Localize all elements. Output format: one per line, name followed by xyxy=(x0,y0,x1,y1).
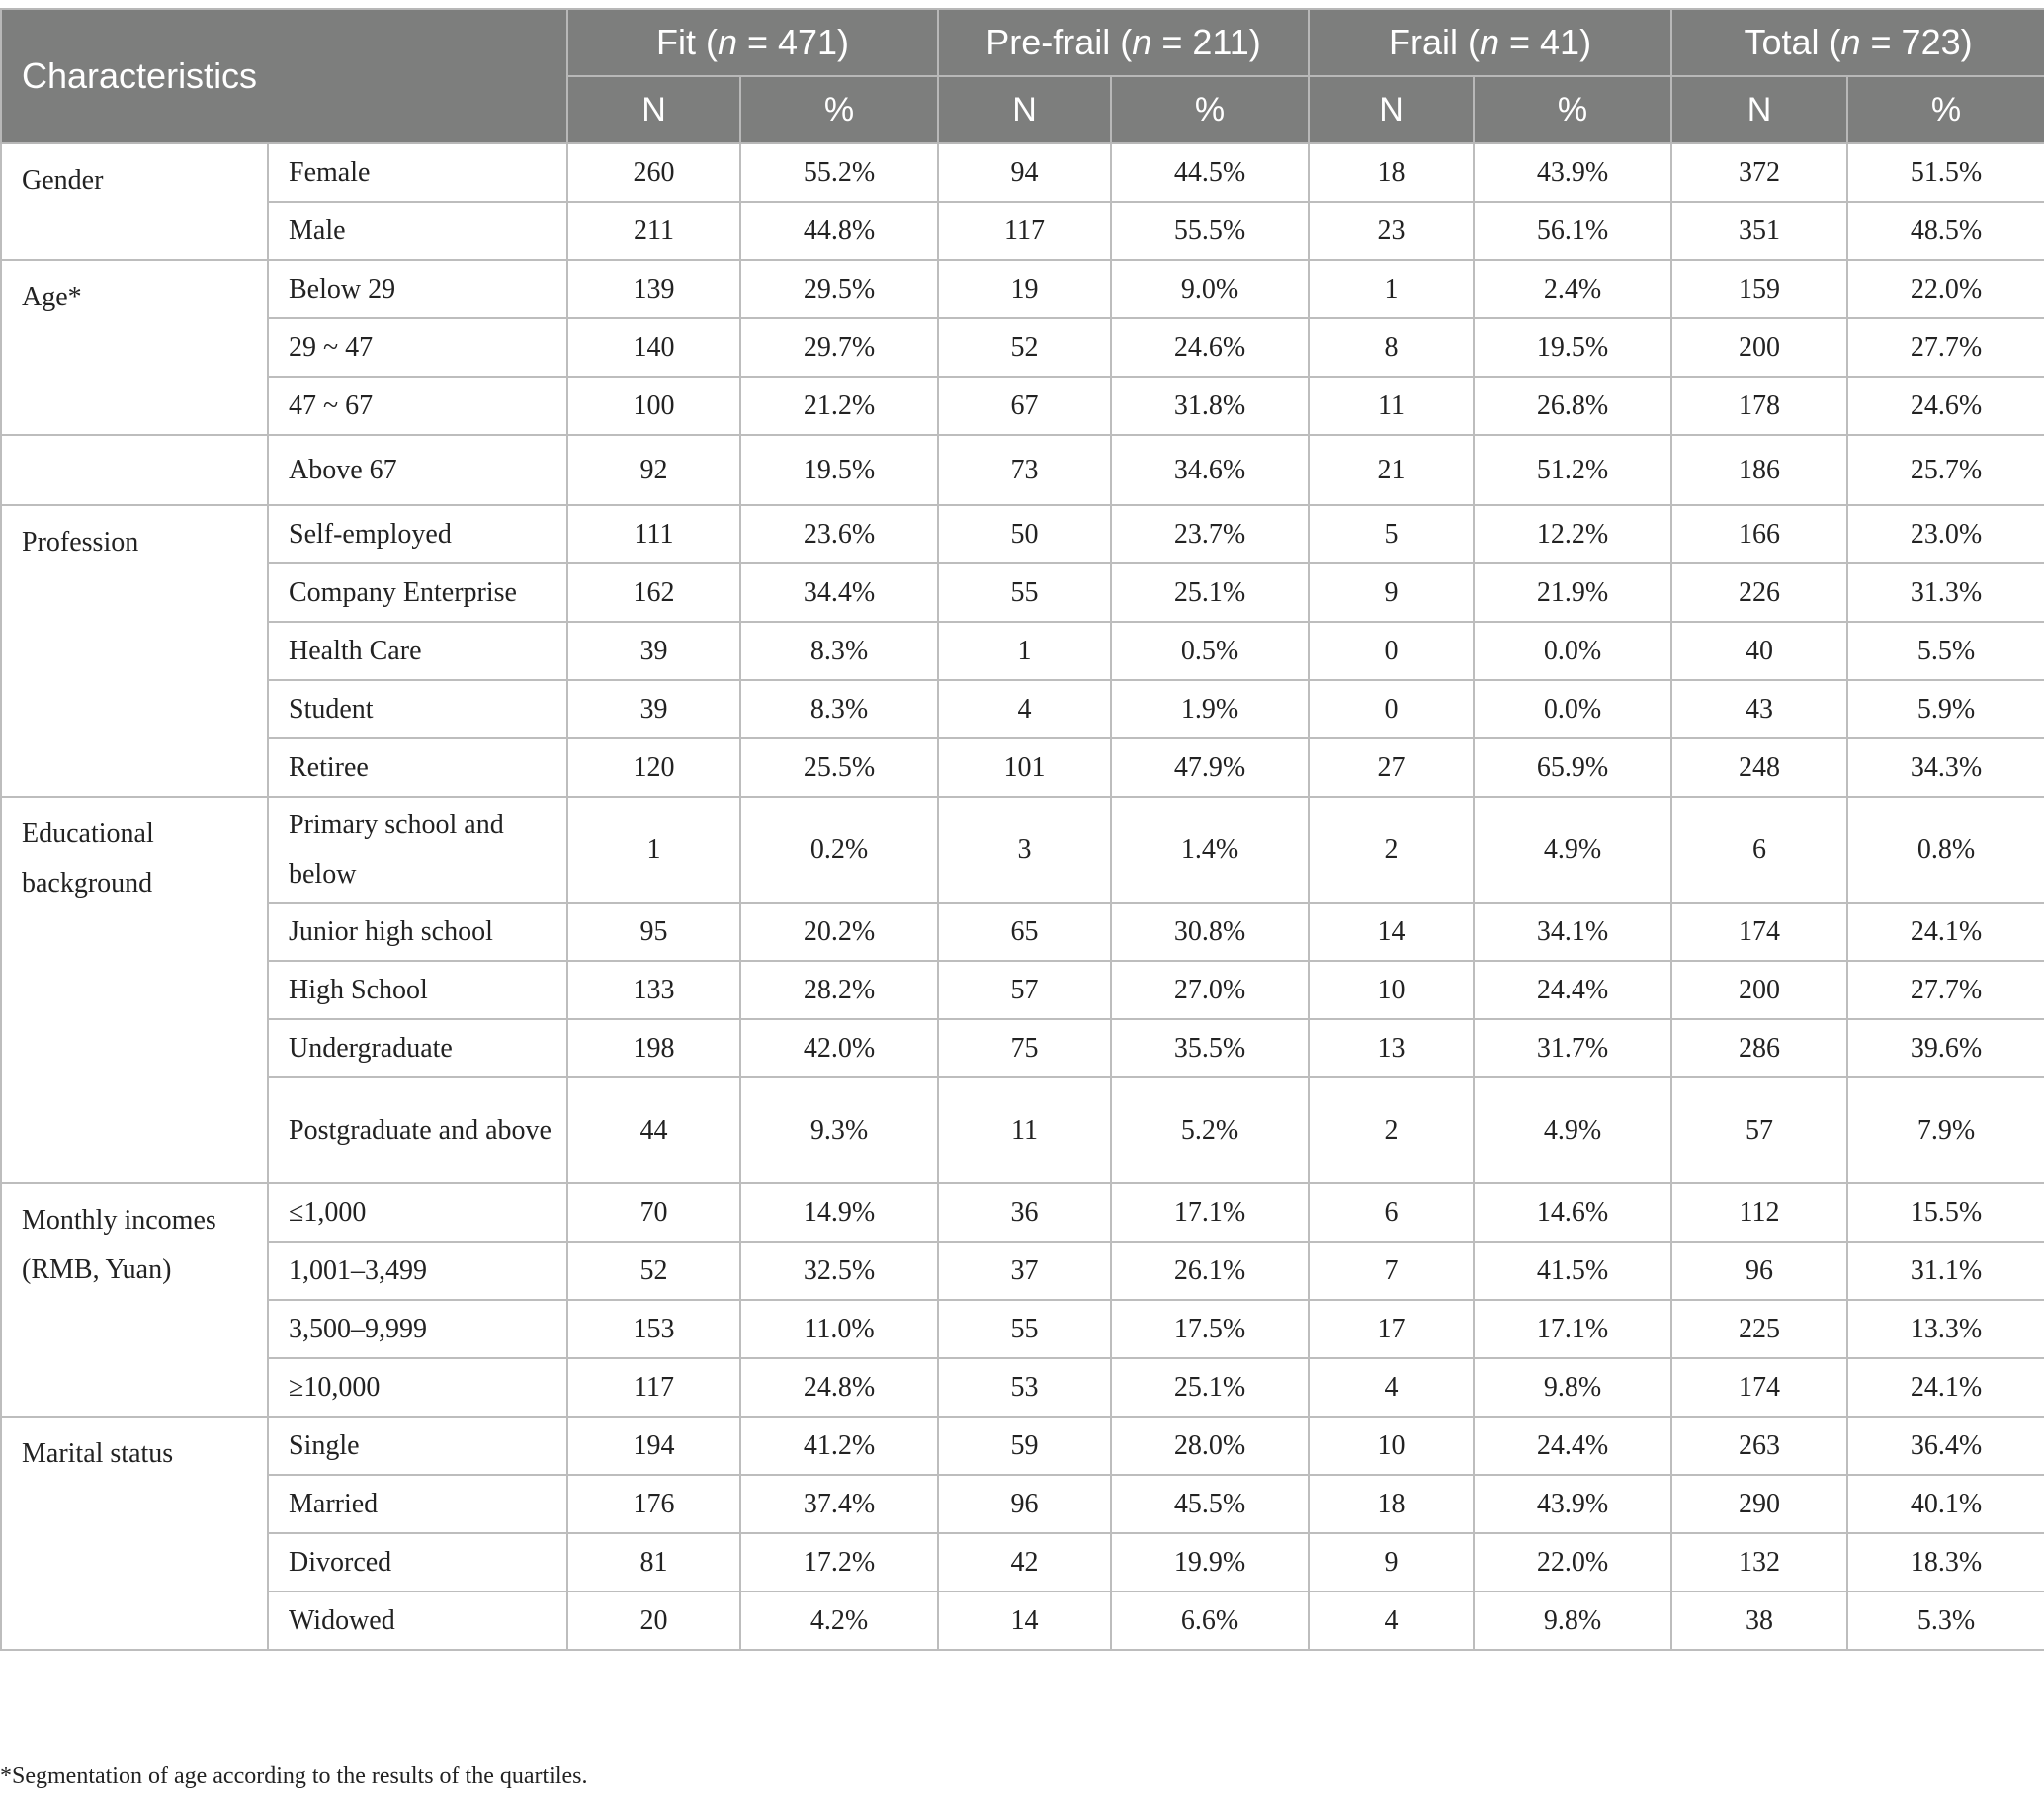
percent-cell: 28.0% xyxy=(1111,1417,1309,1475)
percent-cell: 12.2% xyxy=(1474,505,1671,563)
percent-cell: 9.3% xyxy=(740,1077,938,1183)
percent-cell: 28.2% xyxy=(740,961,938,1019)
subcategory-cell: 3,500–9,999 xyxy=(268,1300,567,1358)
percent-cell: 40.1% xyxy=(1847,1475,2044,1533)
count-cell: 65 xyxy=(938,903,1111,961)
count-cell: 4 xyxy=(1309,1358,1474,1417)
subheader-percent: % xyxy=(740,76,938,143)
count-cell: 52 xyxy=(567,1242,740,1300)
subcategory-cell: Single xyxy=(268,1417,567,1475)
percent-cell: 25.1% xyxy=(1111,1358,1309,1417)
table-row xyxy=(1,377,2044,435)
percent-cell: 8.3% xyxy=(740,622,938,680)
table-row xyxy=(1,680,2044,738)
table-row xyxy=(1,738,2044,797)
percent-cell: 31.8% xyxy=(1111,377,1309,435)
percent-cell: 39.6% xyxy=(1847,1019,2044,1077)
count-cell: 159 xyxy=(1671,260,1847,318)
percent-cell: 24.4% xyxy=(1474,1417,1671,1475)
percent-cell: 9.8% xyxy=(1474,1592,1671,1650)
percent-cell: 26.8% xyxy=(1474,377,1671,435)
percent-cell: 8.3% xyxy=(740,680,938,738)
n-symbol: n xyxy=(1840,22,1861,62)
count-cell: 174 xyxy=(1671,1358,1847,1417)
subheader-n: N xyxy=(1671,76,1847,143)
count-cell: 263 xyxy=(1671,1417,1847,1475)
percent-cell: 55.2% xyxy=(740,143,938,202)
percent-cell: 4.9% xyxy=(1474,1077,1671,1183)
count-cell: 70 xyxy=(567,1183,740,1242)
count-cell: 200 xyxy=(1671,961,1847,1019)
percent-cell: 20.2% xyxy=(740,903,938,961)
count-cell: 3 xyxy=(938,797,1111,903)
percent-cell: 0.8% xyxy=(1847,797,2044,903)
count-cell: 50 xyxy=(938,505,1111,563)
count-cell: 53 xyxy=(938,1358,1111,1417)
percent-cell: 25.5% xyxy=(740,738,938,797)
subcategory-cell: Student xyxy=(268,680,567,738)
table-row xyxy=(1,797,2044,903)
header-row-groups xyxy=(1,9,2044,76)
subcategory-cell: Undergraduate xyxy=(268,1019,567,1077)
percent-cell: 51.5% xyxy=(1847,143,2044,202)
subcategory-cell: Female xyxy=(268,143,567,202)
group-label: Total ( xyxy=(1744,22,1841,62)
percent-cell: 26.1% xyxy=(1111,1242,1309,1300)
count-cell: 226 xyxy=(1671,563,1847,622)
percent-cell: 17.1% xyxy=(1474,1300,1671,1358)
count-cell: 5 xyxy=(1309,505,1474,563)
percent-cell: 24.6% xyxy=(1847,377,2044,435)
group-header-total xyxy=(1671,9,2044,76)
category-cell xyxy=(1,435,268,505)
n-symbol: n xyxy=(1132,22,1152,62)
percent-cell: 0.5% xyxy=(1111,622,1309,680)
table-row xyxy=(1,961,2044,1019)
percent-cell: 27.7% xyxy=(1847,318,2044,377)
table-row xyxy=(1,1358,2044,1417)
table-row xyxy=(1,1300,2044,1358)
percent-cell: 35.5% xyxy=(1111,1019,1309,1077)
count-cell: 153 xyxy=(567,1300,740,1358)
subcategory-cell: Below 29 xyxy=(268,260,567,318)
count-cell: 18 xyxy=(1309,1475,1474,1533)
percent-cell: 4.2% xyxy=(740,1592,938,1650)
category-cell: Age* xyxy=(1,260,268,435)
count-cell: 117 xyxy=(567,1358,740,1417)
subcategory-cell: Divorced xyxy=(268,1533,567,1592)
subheader-percent: % xyxy=(1111,76,1309,143)
percent-cell: 6.6% xyxy=(1111,1592,1309,1650)
subcategory-cell: High School xyxy=(268,961,567,1019)
count-cell: 57 xyxy=(1671,1077,1847,1183)
subcategory-cell: Health Care xyxy=(268,622,567,680)
percent-cell: 31.7% xyxy=(1474,1019,1671,1077)
table-row xyxy=(1,435,2044,505)
percent-cell: 25.7% xyxy=(1847,435,2044,505)
percent-cell: 25.1% xyxy=(1111,563,1309,622)
percent-cell: 5.3% xyxy=(1847,1592,2044,1650)
percent-cell: 5.9% xyxy=(1847,680,2044,738)
percent-cell: 30.8% xyxy=(1111,903,1309,961)
table-row xyxy=(1,1019,2044,1077)
count-cell: 11 xyxy=(1309,377,1474,435)
table-row xyxy=(1,260,2044,318)
subcategory-cell: 1,001–3,499 xyxy=(268,1242,567,1300)
table-row xyxy=(1,318,2044,377)
percent-cell: 21.2% xyxy=(740,377,938,435)
percent-cell: 22.0% xyxy=(1847,260,2044,318)
subcategory-cell: Company Enterprise xyxy=(268,563,567,622)
count-cell: 10 xyxy=(1309,961,1474,1019)
count-cell: 59 xyxy=(938,1417,1111,1475)
count-cell: 6 xyxy=(1309,1183,1474,1242)
percent-cell: 23.0% xyxy=(1847,505,2044,563)
percent-cell: 36.4% xyxy=(1847,1417,2044,1475)
percent-cell: 24.4% xyxy=(1474,961,1671,1019)
subcategory-cell: Above 67 xyxy=(268,435,567,505)
percent-cell: 17.1% xyxy=(1111,1183,1309,1242)
count-cell: 248 xyxy=(1671,738,1847,797)
percent-cell: 47.9% xyxy=(1111,738,1309,797)
count-cell: 17 xyxy=(1309,1300,1474,1358)
subcategory-cell: Junior high school xyxy=(268,903,567,961)
subheader-percent: % xyxy=(1474,76,1671,143)
count-cell: 111 xyxy=(567,505,740,563)
count-cell: 176 xyxy=(567,1475,740,1533)
count-cell: 14 xyxy=(1309,903,1474,961)
percent-cell: 37.4% xyxy=(740,1475,938,1533)
subcategory-cell: Primary school and below xyxy=(268,797,567,903)
count-cell: 18 xyxy=(1309,143,1474,202)
count-cell: 43 xyxy=(1671,680,1847,738)
count-cell: 225 xyxy=(1671,1300,1847,1358)
group-header-fit xyxy=(567,9,938,76)
count-cell: 290 xyxy=(1671,1475,1847,1533)
count-cell: 132 xyxy=(1671,1533,1847,1592)
percent-cell: 0.2% xyxy=(740,797,938,903)
n-symbol: n xyxy=(717,22,737,62)
count-cell: 11 xyxy=(938,1077,1111,1183)
table-row xyxy=(1,1077,2044,1183)
percent-cell: 11.0% xyxy=(740,1300,938,1358)
count-cell: 140 xyxy=(567,318,740,377)
percent-cell: 24.1% xyxy=(1847,1358,2044,1417)
count-cell: 8 xyxy=(1309,318,1474,377)
table-footnote: *Segmentation of age according to the results of the quartiles. xyxy=(0,1764,588,1789)
percent-cell: 41.2% xyxy=(740,1417,938,1475)
table-row xyxy=(1,1242,2044,1300)
count-cell: 39 xyxy=(567,622,740,680)
count-cell: 162 xyxy=(567,563,740,622)
n-value: = 211) xyxy=(1151,22,1261,62)
category-cell: Marital status xyxy=(1,1417,268,1650)
count-cell: 52 xyxy=(938,318,1111,377)
percent-cell: 31.3% xyxy=(1847,563,2044,622)
table-row xyxy=(1,1533,2044,1592)
percent-cell: 0.0% xyxy=(1474,622,1671,680)
percent-cell: 7.9% xyxy=(1847,1077,2044,1183)
percent-cell: 44.5% xyxy=(1111,143,1309,202)
count-cell: 92 xyxy=(567,435,740,505)
count-cell: 9 xyxy=(1309,563,1474,622)
count-cell: 96 xyxy=(1671,1242,1847,1300)
table-row xyxy=(1,1592,2044,1650)
percent-cell: 23.6% xyxy=(740,505,938,563)
count-cell: 37 xyxy=(938,1242,1111,1300)
count-cell: 40 xyxy=(1671,622,1847,680)
percent-cell: 44.8% xyxy=(740,202,938,260)
percent-cell: 31.1% xyxy=(1847,1242,2044,1300)
table-row xyxy=(1,202,2044,260)
table-row xyxy=(1,505,2044,563)
count-cell: 21 xyxy=(1309,435,1474,505)
count-cell: 1 xyxy=(1309,260,1474,318)
count-cell: 23 xyxy=(1309,202,1474,260)
table-row xyxy=(1,1417,2044,1475)
percent-cell: 2.4% xyxy=(1474,260,1671,318)
count-cell: 200 xyxy=(1671,318,1847,377)
group-label: Fit ( xyxy=(655,22,718,62)
count-cell: 7 xyxy=(1309,1242,1474,1300)
percent-cell: 29.7% xyxy=(740,318,938,377)
count-cell: 55 xyxy=(938,563,1111,622)
n-value: = 723) xyxy=(1860,22,1973,62)
n-symbol: n xyxy=(1479,22,1499,62)
percent-cell: 9.8% xyxy=(1474,1358,1671,1417)
subheader-percent: % xyxy=(1847,76,2044,143)
count-cell: 67 xyxy=(938,377,1111,435)
table-row xyxy=(1,1183,2044,1242)
count-cell: 186 xyxy=(1671,435,1847,505)
group-header-pre-frail xyxy=(938,9,1309,76)
count-cell: 57 xyxy=(938,961,1111,1019)
count-cell: 211 xyxy=(567,202,740,260)
count-cell: 73 xyxy=(938,435,1111,505)
subheader-n: N xyxy=(938,76,1111,143)
percent-cell: 29.5% xyxy=(740,260,938,318)
count-cell: 117 xyxy=(938,202,1111,260)
count-cell: 100 xyxy=(567,377,740,435)
percent-cell: 32.5% xyxy=(740,1242,938,1300)
count-cell: 9 xyxy=(1309,1533,1474,1592)
subcategory-cell: Widowed xyxy=(268,1592,567,1650)
count-cell: 13 xyxy=(1309,1019,1474,1077)
percent-cell: 48.5% xyxy=(1847,202,2044,260)
count-cell: 81 xyxy=(567,1533,740,1592)
count-cell: 4 xyxy=(938,680,1111,738)
subcategory-cell: ≥10,000 xyxy=(268,1358,567,1417)
percent-cell: 41.5% xyxy=(1474,1242,1671,1300)
count-cell: 2 xyxy=(1309,797,1474,903)
percent-cell: 65.9% xyxy=(1474,738,1671,797)
count-cell: 38 xyxy=(1671,1592,1847,1650)
table-row xyxy=(1,143,2044,202)
group-header-frail xyxy=(1309,9,1671,76)
category-cell: Monthly incomes (RMB, Yuan) xyxy=(1,1183,268,1417)
count-cell: 0 xyxy=(1309,680,1474,738)
count-cell: 1 xyxy=(567,797,740,903)
percent-cell: 15.5% xyxy=(1847,1183,2044,1242)
count-cell: 20 xyxy=(567,1592,740,1650)
category-cell: Gender xyxy=(1,143,268,260)
percent-cell: 24.8% xyxy=(740,1358,938,1417)
percent-cell: 43.9% xyxy=(1474,143,1671,202)
percent-cell: 45.5% xyxy=(1111,1475,1309,1533)
count-cell: 198 xyxy=(567,1019,740,1077)
count-cell: 94 xyxy=(938,143,1111,202)
subcategory-cell: Married xyxy=(268,1475,567,1533)
count-cell: 1 xyxy=(938,622,1111,680)
subcategory-cell: 47 ~ 67 xyxy=(268,377,567,435)
subcategory-cell: 29 ~ 47 xyxy=(268,318,567,377)
count-cell: 95 xyxy=(567,903,740,961)
count-cell: 351 xyxy=(1671,202,1847,260)
percent-cell: 27.0% xyxy=(1111,961,1309,1019)
count-cell: 19 xyxy=(938,260,1111,318)
percent-cell: 19.5% xyxy=(1474,318,1671,377)
percent-cell: 22.0% xyxy=(1474,1533,1671,1592)
percent-cell: 24.6% xyxy=(1111,318,1309,377)
percent-cell: 14.6% xyxy=(1474,1183,1671,1242)
count-cell: 10 xyxy=(1309,1417,1474,1475)
count-cell: 101 xyxy=(938,738,1111,797)
table-row xyxy=(1,1475,2044,1533)
count-cell: 0 xyxy=(1309,622,1474,680)
table-container xyxy=(0,8,2044,1651)
count-cell: 286 xyxy=(1671,1019,1847,1077)
count-cell: 139 xyxy=(567,260,740,318)
subheader-n: N xyxy=(567,76,740,143)
percent-cell: 56.1% xyxy=(1474,202,1671,260)
count-cell: 2 xyxy=(1309,1077,1474,1183)
percent-cell: 34.6% xyxy=(1111,435,1309,505)
table-row xyxy=(1,563,2044,622)
count-cell: 166 xyxy=(1671,505,1847,563)
count-cell: 42 xyxy=(938,1533,1111,1592)
percent-cell: 43.9% xyxy=(1474,1475,1671,1533)
count-cell: 4 xyxy=(1309,1592,1474,1650)
percent-cell: 1.4% xyxy=(1111,797,1309,903)
count-cell: 44 xyxy=(567,1077,740,1183)
count-cell: 96 xyxy=(938,1475,1111,1533)
count-cell: 120 xyxy=(567,738,740,797)
table-body xyxy=(1,143,2044,1650)
subcategory-cell: Postgraduate and above xyxy=(268,1077,567,1183)
group-label: Frail ( xyxy=(1388,22,1480,62)
percent-cell: 5.2% xyxy=(1111,1077,1309,1183)
percent-cell: 23.7% xyxy=(1111,505,1309,563)
count-cell: 55 xyxy=(938,1300,1111,1358)
count-cell: 260 xyxy=(567,143,740,202)
count-cell: 14 xyxy=(938,1592,1111,1650)
percent-cell: 34.1% xyxy=(1474,903,1671,961)
count-cell: 36 xyxy=(938,1183,1111,1242)
percent-cell: 55.5% xyxy=(1111,202,1309,260)
count-cell: 112 xyxy=(1671,1183,1847,1242)
count-cell: 174 xyxy=(1671,903,1847,961)
percent-cell: 34.3% xyxy=(1847,738,2044,797)
subcategory-cell: Retiree xyxy=(268,738,567,797)
percent-cell: 27.7% xyxy=(1847,961,2044,1019)
table-row xyxy=(1,622,2044,680)
count-cell: 6 xyxy=(1671,797,1847,903)
percent-cell: 19.9% xyxy=(1111,1533,1309,1592)
count-cell: 178 xyxy=(1671,377,1847,435)
subcategory-cell: Male xyxy=(268,202,567,260)
table-header xyxy=(1,9,2044,143)
percent-cell: 0.0% xyxy=(1474,680,1671,738)
percent-cell: 18.3% xyxy=(1847,1533,2044,1592)
percent-cell: 4.9% xyxy=(1474,797,1671,903)
subcategory-cell: Self-employed xyxy=(268,505,567,563)
table-row xyxy=(1,903,2044,961)
n-value: = 471) xyxy=(736,22,850,62)
count-cell: 27 xyxy=(1309,738,1474,797)
percent-cell: 13.3% xyxy=(1847,1300,2044,1358)
count-cell: 75 xyxy=(938,1019,1111,1077)
count-cell: 133 xyxy=(567,961,740,1019)
category-cell: Profession xyxy=(1,505,268,797)
count-cell: 194 xyxy=(567,1417,740,1475)
group-label: Pre-frail ( xyxy=(985,22,1133,62)
percent-cell: 9.0% xyxy=(1111,260,1309,318)
percent-cell: 17.2% xyxy=(740,1533,938,1592)
percent-cell: 24.1% xyxy=(1847,903,2044,961)
percent-cell: 34.4% xyxy=(740,563,938,622)
count-cell: 372 xyxy=(1671,143,1847,202)
subheader-n: N xyxy=(1309,76,1474,143)
percent-cell: 5.5% xyxy=(1847,622,2044,680)
percent-cell: 14.9% xyxy=(740,1183,938,1242)
characteristics-header: Characteristics xyxy=(1,9,567,143)
subcategory-cell: ≤1,000 xyxy=(268,1183,567,1242)
n-value: = 41) xyxy=(1499,22,1592,62)
percent-cell: 42.0% xyxy=(740,1019,938,1077)
percent-cell: 51.2% xyxy=(1474,435,1671,505)
demographics-table xyxy=(0,8,2044,1651)
percent-cell: 1.9% xyxy=(1111,680,1309,738)
category-cell: Educational background xyxy=(1,797,268,1183)
percent-cell: 21.9% xyxy=(1474,563,1671,622)
percent-cell: 19.5% xyxy=(740,435,938,505)
percent-cell: 17.5% xyxy=(1111,1300,1309,1358)
count-cell: 39 xyxy=(567,680,740,738)
